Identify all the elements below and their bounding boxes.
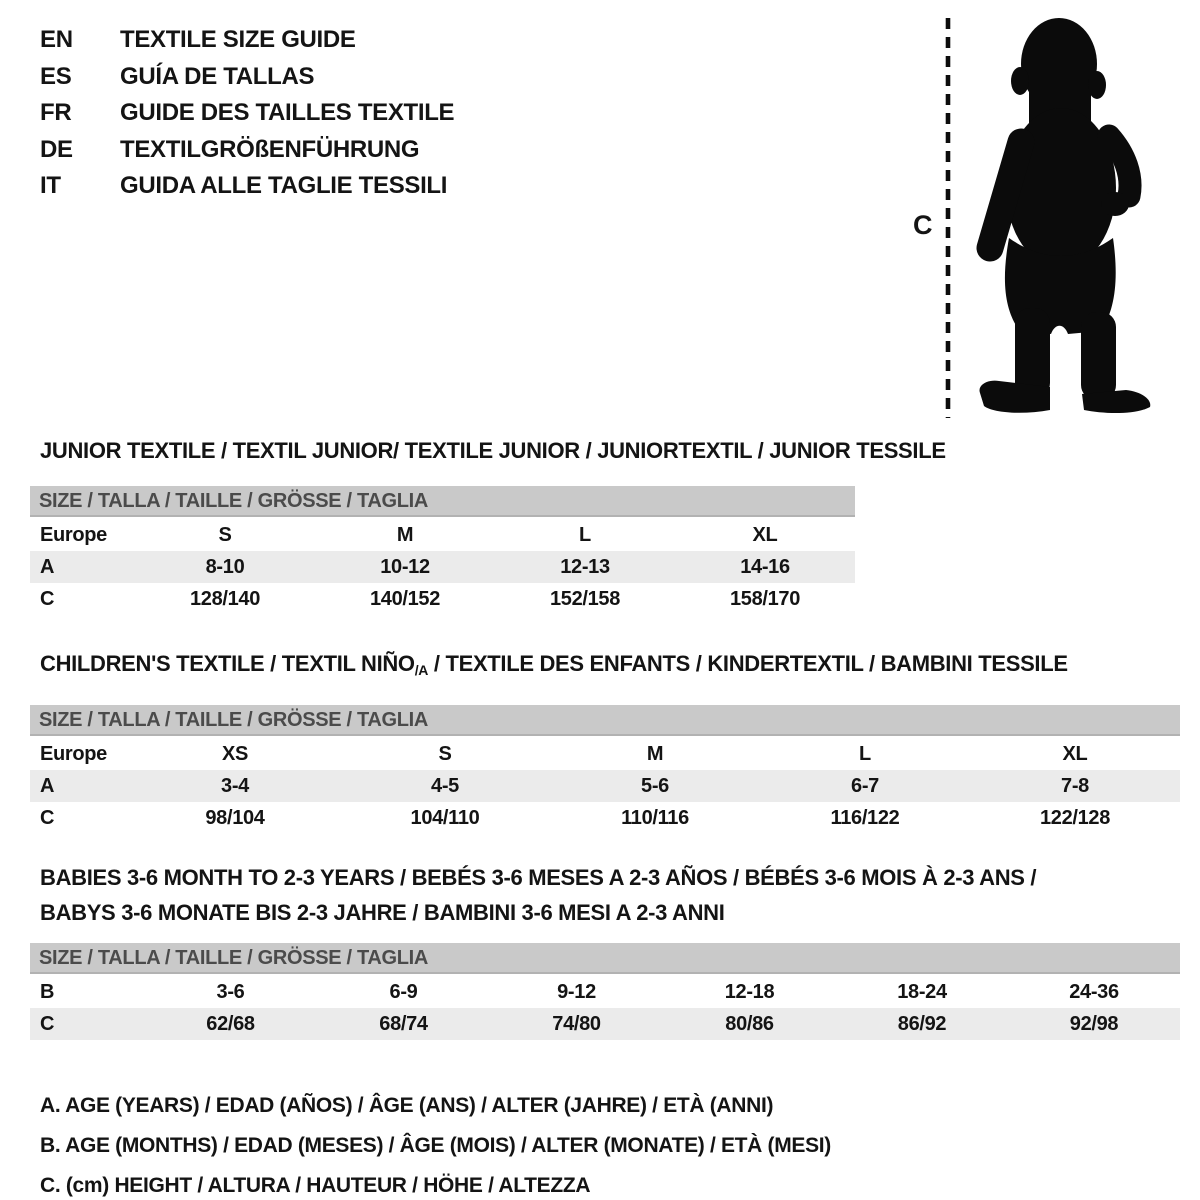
row-label-cell: C [40,806,55,829]
value-cell: 9-12 [557,980,596,1003]
table-row-sizes [30,738,1180,770]
value-cell: 8-10 [205,555,245,578]
row-label-cell: B [40,980,55,1003]
children-title-rest: / TEXTILE DES ENFANTS / KINDERTEXTIL / BAMBINI TESSILE [428,651,1068,676]
value-cell: 12-13 [560,555,610,578]
language-title-list [40,22,454,205]
children-textile-section [30,651,1200,834]
children-title-main: CHILDREN'S TEXTILE / TEXTIL NIÑO [40,651,415,676]
dashed-height-line [945,16,951,420]
measurement-legend [40,1086,1200,1200]
value-cell: 158/170 [729,587,801,610]
value-cell: 3-4 [221,774,249,797]
size-cell: XL [752,523,778,546]
size-cell: M [396,523,414,546]
value-cell: 24-36 [1069,980,1119,1003]
language-code: IT [40,172,61,199]
value-cell: 62/68 [206,1012,255,1035]
value-cell: 128/140 [189,587,261,610]
value-cell: 110/116 [621,806,689,829]
size-cell: S [438,742,452,765]
table-row-sizes [30,519,855,551]
value-cell: 12-18 [724,980,775,1003]
junior-size-header-bar: SIZE / TALLA / TAILLE / GRÖSSE / TAGLIA [30,486,855,517]
table-row-height [30,583,855,615]
babies-title-line2: BABYS 3-6 MONATE BIS 2-3 JAHRE / BAMBINI 3-6 MESI A 2-3 ANNI [40,900,725,925]
language-code: EN [40,26,73,53]
height-measure-label: C [913,210,933,240]
value-cell: 68/74 [379,1012,428,1035]
junior-section-title: JUNIOR TEXTILE / TEXTIL JUNIOR/ TEXTILE JUNIOR / JUNIORTEXTIL / JUNIOR TESSILE [40,438,946,463]
table-row-age [30,770,1180,802]
value-cell: 18-24 [897,980,947,1003]
children-section-title [40,651,1200,683]
language-row-it [40,168,454,205]
table-row-months [30,976,1180,1008]
value-cell: 14-16 [740,555,790,578]
value-cell: 116/122 [830,806,900,829]
language-code: FR [40,99,72,126]
junior-textile-section [30,438,1200,615]
value-cell: 6-7 [851,774,879,797]
legend-line-a: A. AGE (YEARS) / EDAD (AÑOS) / ÂGE (ANS) / ALTER (JAHRE) / ETÀ (ANNI) [40,1094,774,1117]
value-cell: 6-9 [389,980,418,1003]
value-cell: 74/80 [552,1012,601,1035]
value-cell: 104/110 [410,806,480,829]
babies-section-title [40,860,1200,930]
value-cell: 10-12 [380,555,430,578]
value-cell: 7-8 [1061,774,1089,797]
junior-size-table [30,519,855,615]
value-cell: 3-6 [216,980,245,1003]
table-row-age [30,551,855,583]
value-cell: 140/152 [369,587,441,610]
language-code: ES [40,62,72,90]
height-measure-figure [905,8,1185,428]
language-row-fr [40,95,454,132]
table-row-height [30,1008,1180,1040]
babies-size-table [30,976,1180,1040]
value-cell: 122/128 [1039,806,1111,829]
size-cell: L [579,523,591,546]
language-code: DE [40,135,73,163]
region-label-cell: Europe [40,742,107,765]
babies-title-line1: BABIES 3-6 MONTH TO 2-3 YEARS / BEBÉS 3-6 MESES A 2-3 AÑOS / BÉBÉS 3-6 MOIS À 2-3 ANS / [40,865,1037,890]
size-cell: M [646,742,664,765]
row-label-cell: C [40,1012,55,1035]
top-area [0,0,1200,432]
babies-size-header-bar: SIZE / TALLA / TAILLE / GRÖSSE / TAGLIA [30,943,1180,974]
language-title: TEXTILGRÖßENFÜHRUNG [120,135,420,163]
language-row-es [40,59,454,96]
legend-line-c: C. (cm) HEIGHT / ALTURA / HAUTEUR / HÖHE / ALTEZZA [40,1174,591,1197]
value-cell: 152/158 [549,587,621,610]
row-label-cell: A [40,774,55,797]
value-cell: 5-6 [641,774,669,797]
children-size-header-bar: SIZE / TALLA / TAILLE / GRÖSSE / TAGLIA [30,705,1180,736]
size-cell: XL [1062,742,1088,765]
value-cell: 98/104 [205,806,265,829]
language-title: TEXTILE SIZE GUIDE [120,26,356,53]
row-label-cell: C [40,587,55,610]
babies-textile-section [30,860,1200,1040]
size-cell: L [859,742,871,765]
children-size-table [30,738,1180,834]
size-cell: S [218,523,232,546]
toddler-silhouette-icon [963,10,1155,420]
language-row-en [40,22,454,59]
language-title: GUIDE DES TAILLES TEXTILE [120,99,455,126]
value-cell: 86/92 [897,1012,947,1035]
language-title: GUÍA DE TALLAS [120,62,315,90]
table-row-height [30,802,1180,834]
language-title: GUIDA ALLE TAGLIE TESSILI [120,172,448,199]
region-label-cell: Europe [40,523,107,546]
language-row-de [40,132,454,169]
value-cell: 80/86 [725,1012,774,1035]
size-cell: XS [221,742,249,765]
value-cell: 92/98 [1069,1012,1119,1035]
legend-line-b: B. AGE (MONTHS) / EDAD (MESES) / ÂGE (MOIS) / ALTER (MONATE) / ETÀ (MESI) [40,1134,831,1157]
value-cell: 4-5 [431,774,459,797]
children-title-suffix: /A [414,662,429,678]
row-label-cell: A [40,555,55,578]
